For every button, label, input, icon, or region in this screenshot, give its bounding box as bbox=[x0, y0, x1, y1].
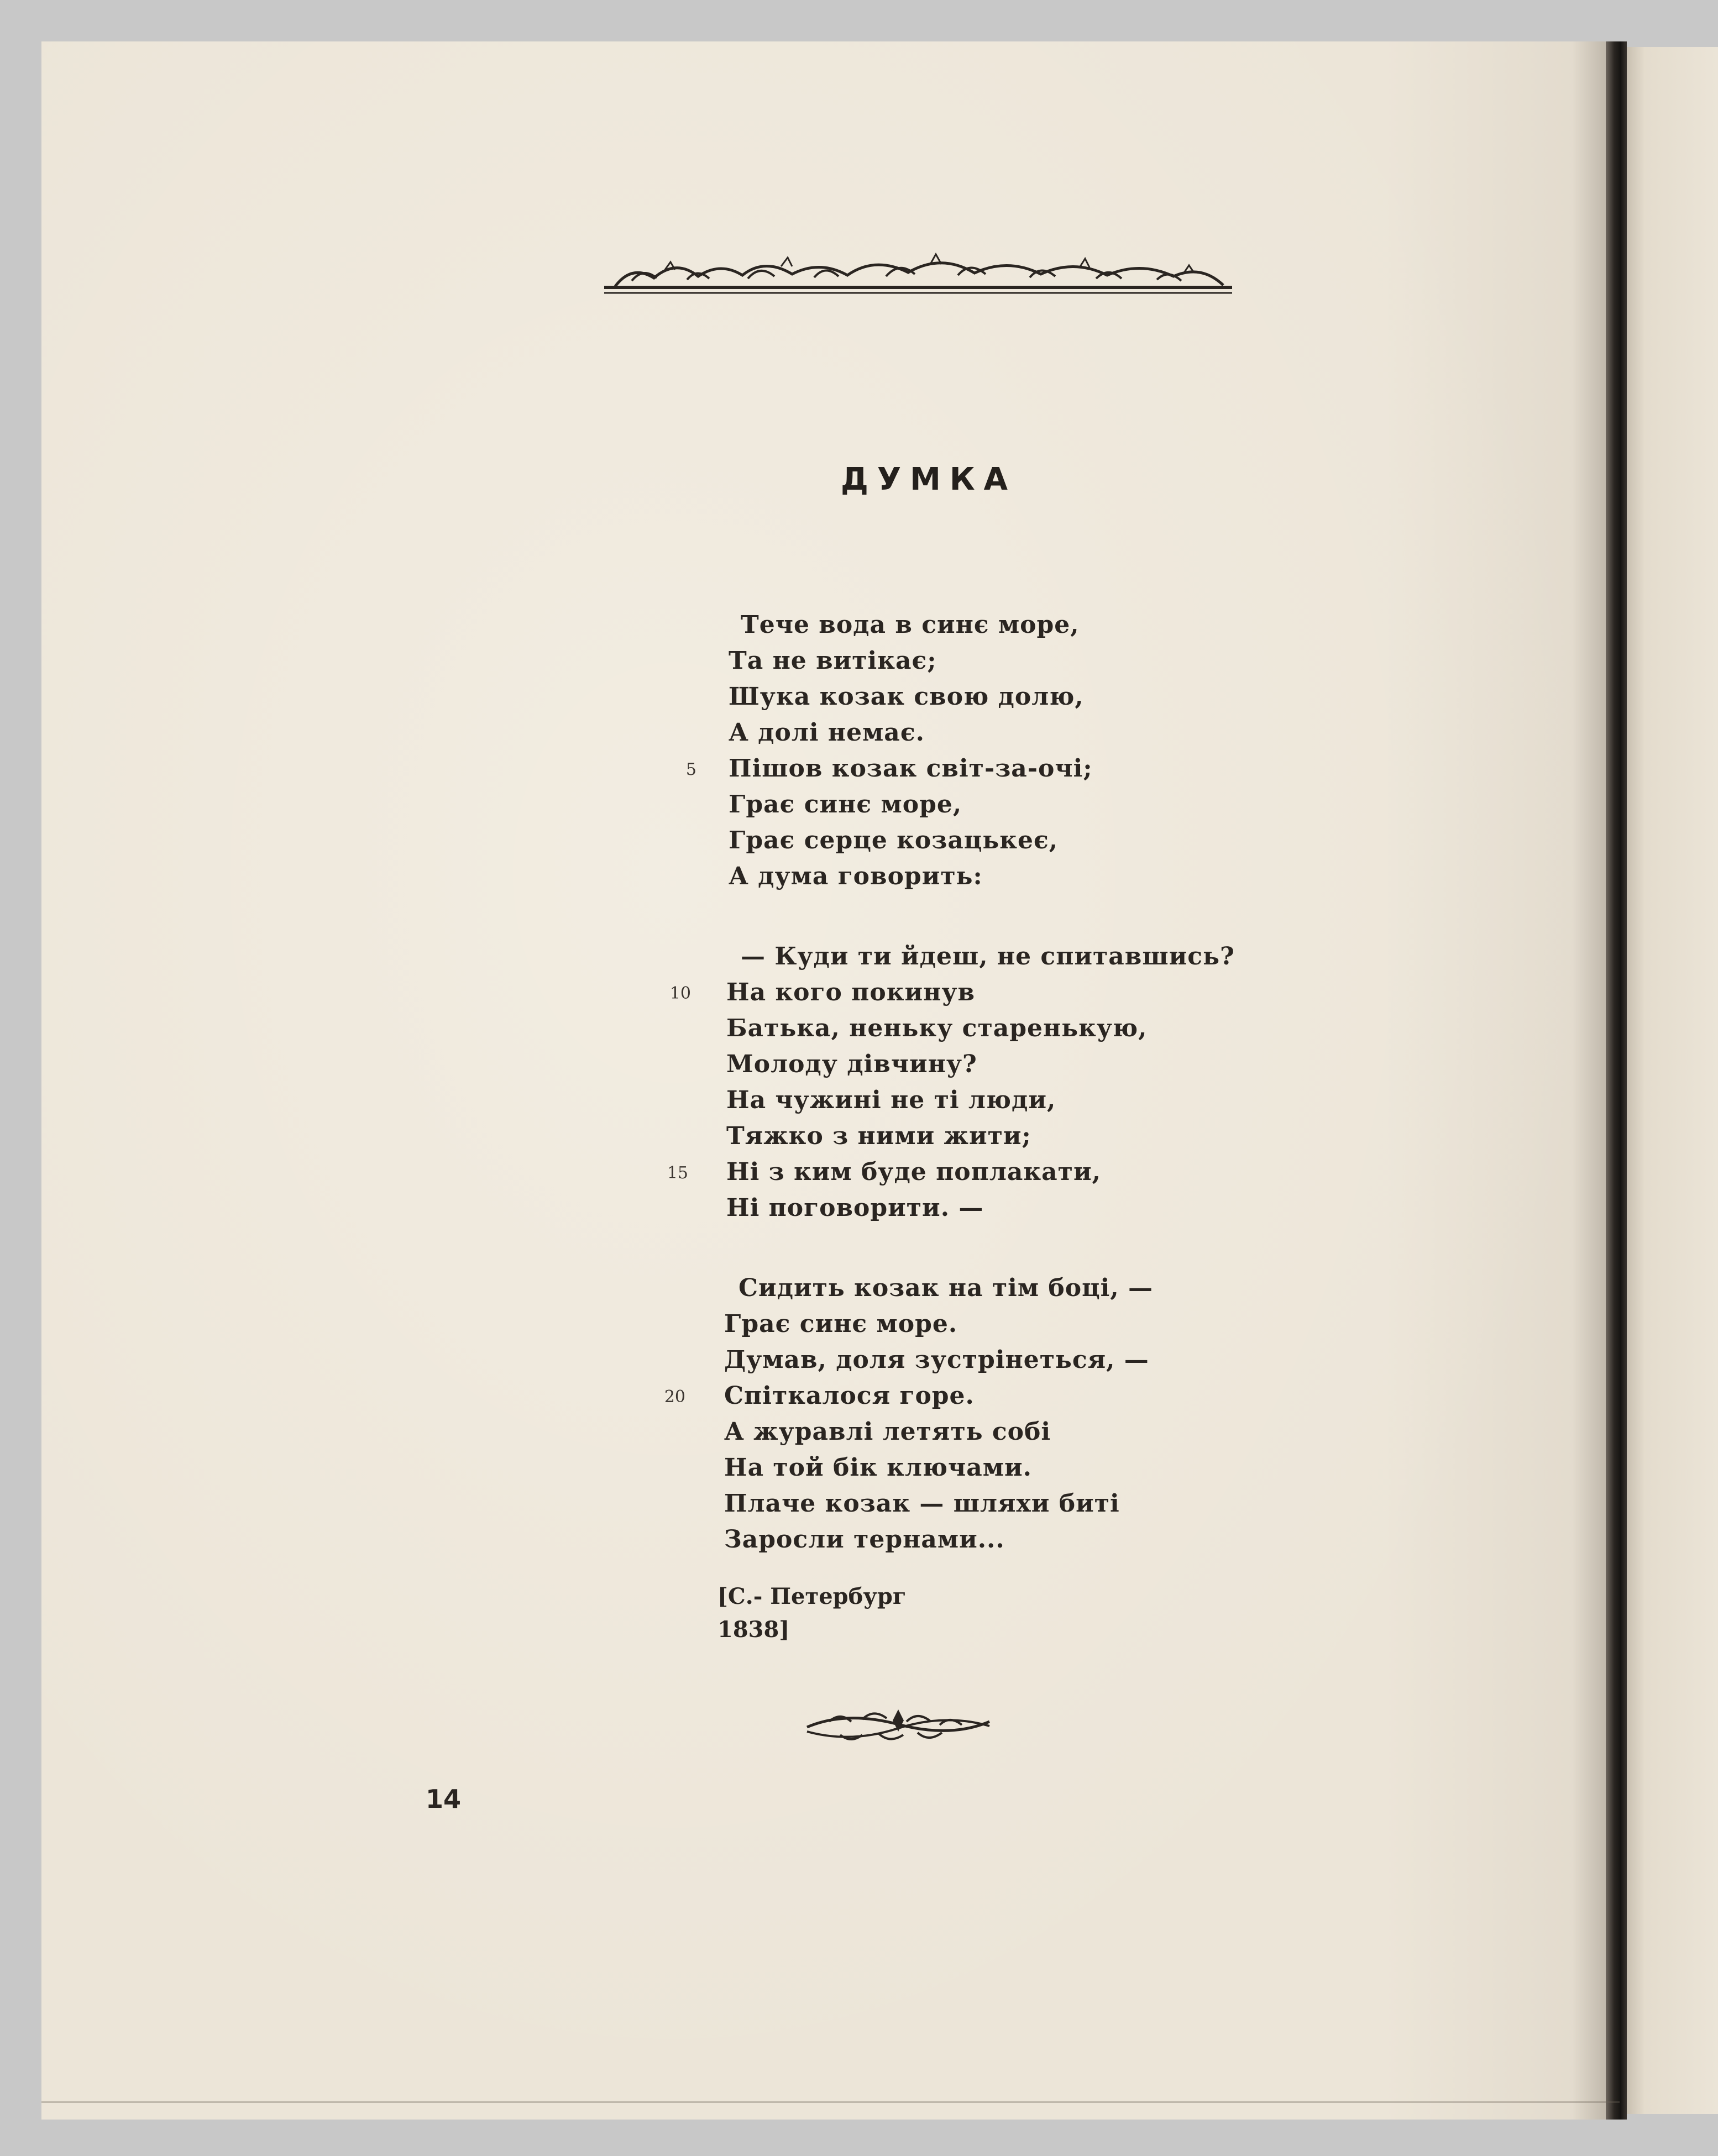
poem-line: На кого покинув bbox=[726, 978, 976, 1006]
poem-line: Шука козак свою долю, bbox=[729, 683, 1084, 711]
poem-line: Тече вода в синє море, bbox=[741, 611, 1080, 639]
page-number: 14 bbox=[426, 1784, 462, 1814]
line-number: 15 bbox=[667, 1163, 688, 1183]
poem-line: Тяжко з ними жити; bbox=[726, 1122, 1031, 1150]
poem-line: Ні з ким буде поплакати, bbox=[726, 1158, 1101, 1186]
poem-line: На той бік ключами. bbox=[724, 1454, 1032, 1482]
poem-line: Молоду дівчину? bbox=[726, 1050, 977, 1078]
line-number: 5 bbox=[685, 760, 696, 779]
poem-line: Думав, доля зустрінеться, — bbox=[724, 1346, 1149, 1374]
poem-line: Грає синє море. bbox=[724, 1310, 958, 1338]
line-number: 20 bbox=[664, 1387, 685, 1407]
poem-line: Сидить козак на тім боці, — bbox=[738, 1274, 1153, 1302]
poem-line: А долі немає. bbox=[729, 718, 925, 747]
poem-title: ДУМКА bbox=[841, 461, 1017, 497]
poem-line: Батька, неньку старенькую, bbox=[726, 1014, 1148, 1042]
dateline-place: [С.- Петербург bbox=[717, 1583, 907, 1609]
decorative-vignette-icon bbox=[796, 1699, 1001, 1749]
poem-line: Спіткалося горе. bbox=[724, 1382, 975, 1410]
poem-line: Та не витікає; bbox=[729, 647, 937, 675]
poem-line: — Куди ти йдеш, не спитавшись? bbox=[741, 942, 1235, 971]
poem-line: Заросли тернами... bbox=[724, 1525, 1005, 1554]
dateline-year: 1838] bbox=[717, 1617, 790, 1643]
poem-line: Плаче козак — шляхи биті bbox=[724, 1489, 1120, 1518]
page-bottom-edge bbox=[41, 2101, 1620, 2103]
book-page bbox=[41, 41, 1620, 2120]
poem-line: Грає синє море, bbox=[729, 790, 962, 819]
poem-line: А журавлі летять собі bbox=[724, 1418, 1051, 1446]
poem-line: А дума говорить: bbox=[729, 862, 983, 890]
decorative-floral-rule-icon bbox=[599, 248, 1238, 308]
book-binding-shadow bbox=[1606, 41, 1627, 2120]
poem-line: Пішов козак світ-за-очі; bbox=[729, 754, 1093, 783]
poem-line: На чужині не ті люди, bbox=[726, 1086, 1056, 1114]
line-number: 10 bbox=[669, 984, 691, 1003]
poem-line: Ні поговорити. — bbox=[726, 1194, 984, 1222]
poem-line: Грає серце козацькеє, bbox=[729, 826, 1059, 854]
adjacent-page-edge bbox=[1627, 47, 1718, 2114]
